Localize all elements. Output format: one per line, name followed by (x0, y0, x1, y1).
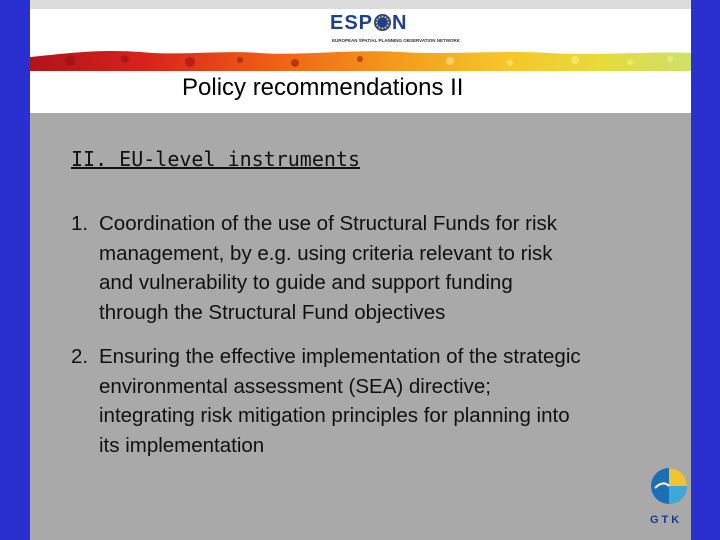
list-item-line: through the Structural Fund objectives (99, 300, 446, 324)
list-item-number: 1. (71, 212, 89, 235)
list-item-line: environmental assessment (SEA) directive; (99, 374, 491, 398)
list-item-line: Ensuring the effective implementation of the strategic (99, 345, 581, 368)
list-item-line: integrating risk mitigation principles for planning into (99, 404, 570, 427)
top-strip (30, 0, 691, 9)
hazard-map-band (30, 47, 691, 71)
eu-stars-icon (374, 14, 391, 31)
list-item-line: and vulnerability to guide and support funding (99, 271, 513, 294)
slide (30, 0, 691, 540)
logo-text-left: ESP (330, 12, 374, 34)
gtk-logo-text: GTK (650, 514, 683, 526)
list-item (71, 209, 691, 327)
list-item-line: its implementation (99, 433, 265, 457)
logo-tagline: EUROPEAN SPATIAL PLANNING OBSERVATION NETWORK (332, 38, 461, 43)
list-item (71, 342, 691, 460)
logo-text-right: N (392, 12, 408, 34)
list-item-line: Coordination of the use of Structural Funds for risk (99, 212, 558, 235)
espon-logo (330, 12, 461, 52)
section-subheading: II. EU-level instruments (71, 147, 360, 171)
slide-header (30, 0, 691, 113)
list-item-number: 2. (71, 345, 89, 368)
page-title: Policy recommendations II (182, 74, 464, 101)
list-item-line: management, by e.g. using criteria relevant to risk (99, 241, 553, 265)
